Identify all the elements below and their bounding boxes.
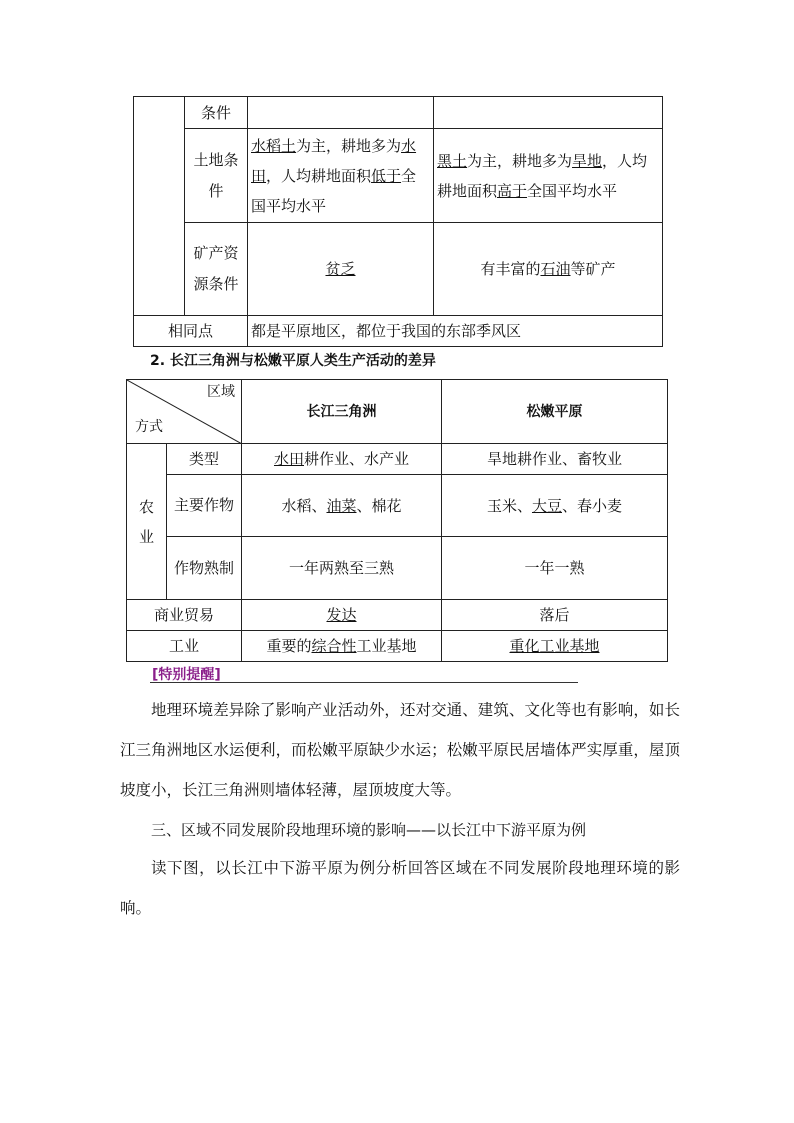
corner-bottom-label: 方式 bbox=[135, 419, 163, 435]
type-yangtze-cell bbox=[242, 444, 442, 475]
section-heading: 2. 长江三角洲与松嫩平原人类生产活动的差异 bbox=[150, 353, 436, 369]
type-songnen-cell: 旱地耕作业、畜牧业 bbox=[442, 444, 668, 475]
table-row bbox=[127, 600, 668, 631]
activity-difference-table bbox=[126, 379, 668, 662]
column-header-songnen: 松嫩平原 bbox=[442, 380, 668, 444]
body-paragraph: 读下图，以长江中下游平原为例分析回答区域在不同发展阶段地理环境的影响。 bbox=[120, 859, 680, 917]
table-row bbox=[134, 223, 663, 316]
agriculture-text: 农 业 bbox=[138, 497, 154, 546]
row-label: 工业 bbox=[127, 631, 242, 662]
crops-yangtze-text: 水稻、油菜、棉花 bbox=[281, 496, 402, 515]
type-yangtze-text: 水田耕作业、水产业 bbox=[273, 450, 410, 468]
row-label: 类型 bbox=[167, 444, 242, 475]
empty-cell bbox=[434, 97, 663, 129]
row-label-land: 土地条件 bbox=[185, 129, 248, 223]
diagonal-header-cell bbox=[127, 380, 242, 444]
table-header-row bbox=[127, 380, 668, 444]
common-label: 相同点 bbox=[134, 316, 248, 347]
row-label: 条件 bbox=[185, 97, 248, 129]
land-yangtze-text: 水稻土为主，耕地多为水田，人均耕地面积低于全国平均水平 bbox=[251, 136, 417, 215]
trade-yangtze-cell bbox=[242, 600, 442, 631]
industry-songnen-cell bbox=[442, 631, 668, 662]
land-yangtze-cell bbox=[248, 129, 434, 223]
corner-top-label: 区域 bbox=[207, 384, 235, 400]
row-label: 主要作物 bbox=[167, 475, 242, 537]
common-value: 都是平原地区，都位于我国的东部季风区 bbox=[248, 316, 663, 347]
crops-songnen-text: 玉米、大豆、春小麦 bbox=[486, 496, 623, 515]
agriculture-label bbox=[127, 444, 167, 600]
maturity-songnen-cell: 一年一熟 bbox=[442, 537, 668, 600]
tip-divider bbox=[150, 682, 578, 683]
empty-cell bbox=[248, 97, 434, 129]
crops-yangtze-cell bbox=[242, 475, 442, 537]
land-songnen-text: 黑土为主，耕地多为旱地，人均耕地面积高于全国平均水平 bbox=[437, 151, 648, 200]
crops-songnen-cell bbox=[442, 475, 668, 537]
table-row bbox=[127, 631, 668, 662]
table-row bbox=[134, 129, 663, 223]
section-heading-3: 三、区域不同发展阶段地理环境的影响——以长江中下游平原为例 bbox=[151, 821, 587, 839]
body-paragraph: 地理环境差异除了影响产业活动外，还对交通、建筑、文化等也有影响，如长江三角洲地区水运便利，而松嫩平原缺少水运；松嫩平原民居墙体严实厚重，屋顶坡度小，长江三角洲则墙体轻薄，屋顶坡度大等。 bbox=[120, 701, 680, 799]
comparison-table-continued bbox=[133, 96, 663, 347]
mineral-yangtze-text: 贫乏 bbox=[325, 260, 356, 278]
row-label: 商业贸易 bbox=[127, 600, 242, 631]
mineral-songnen-cell bbox=[434, 223, 663, 316]
row-label-mineral: 矿产资源条件 bbox=[185, 223, 248, 316]
row-label: 作物熟制 bbox=[167, 537, 242, 600]
industry-songnen-text: 重化工业基地 bbox=[509, 637, 600, 655]
blank-category-cell bbox=[134, 97, 185, 316]
maturity-yangtze-cell: 一年两熟至三熟 bbox=[242, 537, 442, 600]
table-row bbox=[134, 97, 663, 129]
industry-yangtze-cell bbox=[242, 631, 442, 662]
table-row bbox=[127, 475, 668, 537]
column-header-yangtze: 长江三角洲 bbox=[242, 380, 442, 444]
trade-yangtze-text: 发达 bbox=[326, 606, 357, 624]
trade-songnen-cell: 落后 bbox=[442, 600, 668, 631]
industry-yangtze-text: 重要的综合性工业基地 bbox=[266, 637, 417, 655]
mineral-yangtze-cell bbox=[248, 223, 434, 316]
land-songnen-cell bbox=[434, 129, 663, 223]
table-row bbox=[127, 537, 668, 600]
mineral-songnen-text: 有丰富的石油等矿产 bbox=[480, 260, 616, 278]
special-tip-label: [特别提醒] bbox=[152, 667, 221, 683]
table-row bbox=[134, 316, 663, 347]
table-row bbox=[127, 444, 668, 475]
